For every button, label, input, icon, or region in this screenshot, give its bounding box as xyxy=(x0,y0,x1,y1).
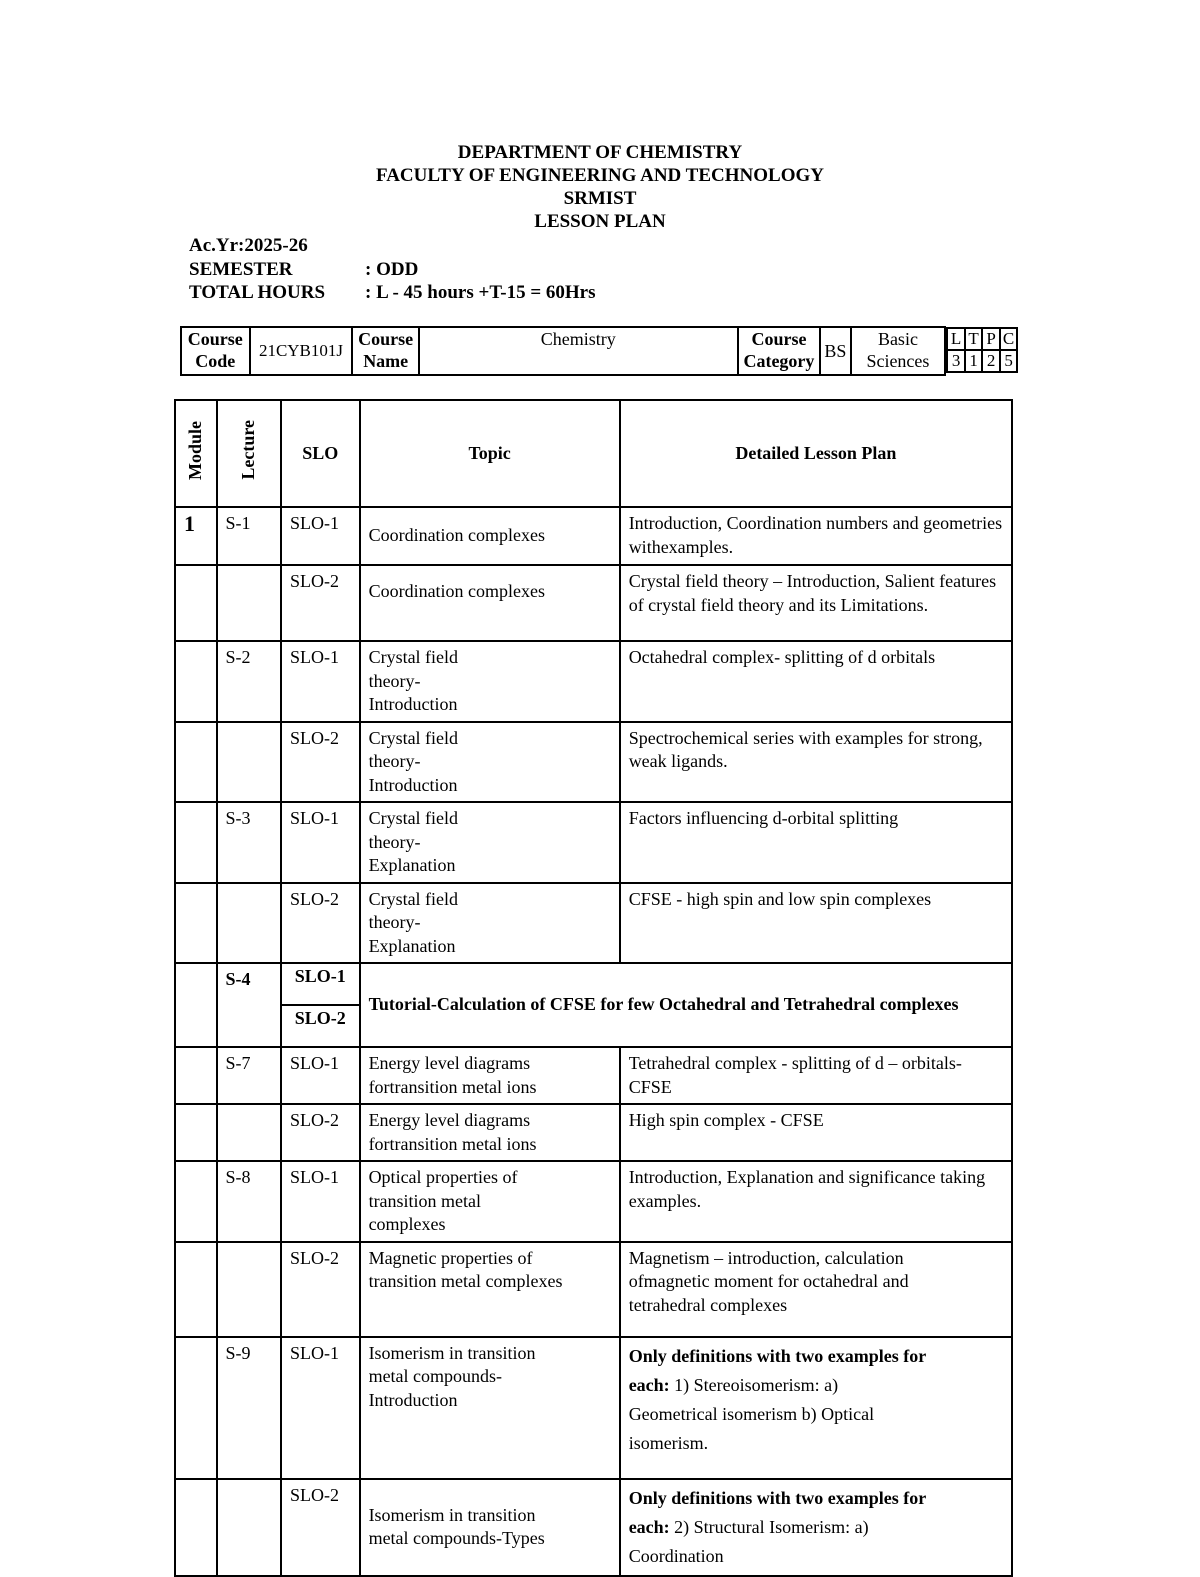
ltpc-label-p: P xyxy=(982,328,1000,350)
detail-cell: High spin complex - CFSE xyxy=(620,1104,1012,1161)
tutorial-text: Tutorial-Calculation of CFSE for few Octahedral and Tetrahedral complexes xyxy=(360,963,1012,1047)
table-row xyxy=(175,802,1012,883)
lecture-cell xyxy=(217,1104,282,1161)
module-cell xyxy=(175,641,217,722)
institution-title: SRMIST xyxy=(563,188,637,209)
topic-cell: Coordination complexes xyxy=(360,507,620,565)
detail-cell: Crystal field theory – Introduction, Salient features of crystal field theory and its Limitations. xyxy=(620,565,1012,641)
lecture-cell: S-9 xyxy=(217,1337,282,1479)
detail-text: 2) Structural Isomerism: a) Coordination xyxy=(628,1516,869,1566)
module-cell xyxy=(175,802,217,883)
slo-cell: SLO-1 xyxy=(281,1047,360,1104)
detail-cell: Tetrahedral complex - splitting of d – orbitals-CFSE xyxy=(620,1047,1012,1104)
topic-cell: Coordination complexes xyxy=(360,565,620,641)
detail-bold-text: Only definitions with two examples for each: xyxy=(628,1345,926,1395)
topic-cell: Isomerism in transition metal compounds-Types xyxy=(360,1479,620,1576)
lecture-cell xyxy=(217,883,282,964)
module-cell xyxy=(175,1337,217,1479)
academic-year: Ac.Yr:2025-26 xyxy=(189,235,308,256)
course-info-table xyxy=(180,326,1019,376)
module-header xyxy=(175,400,217,507)
module-cell xyxy=(175,1161,217,1242)
module-cell xyxy=(175,722,217,803)
lecture-header xyxy=(217,400,282,507)
slo-header: SLO xyxy=(281,400,360,507)
lesson-plan-table xyxy=(174,399,1013,1577)
course-category-label: Course Category xyxy=(738,327,821,375)
detail-cell: Introduction, Explanation and significance taking examples. xyxy=(620,1161,1012,1242)
ltpc-value-c: 5 xyxy=(1000,350,1018,372)
detail-cell: Octahedral complex- splitting of d orbitals xyxy=(620,641,1012,722)
total-hours-label: TOTAL HOURS xyxy=(189,282,326,303)
detail-cell: Spectrochemical series with examples for strong, weak ligands. xyxy=(620,722,1012,803)
detail-cell xyxy=(620,1479,1012,1576)
slo-cell: SLO-2 xyxy=(281,722,360,803)
ltpc-label-c: C xyxy=(1000,328,1018,350)
tutorial-slo-1: SLO-1 xyxy=(281,963,360,1005)
module-cell xyxy=(175,1242,217,1337)
module-cell xyxy=(175,1047,217,1104)
table-row xyxy=(175,1479,1012,1576)
course-code-label: Course Code xyxy=(181,327,250,375)
module-cell xyxy=(175,883,217,964)
ltpc-label-t: T xyxy=(965,328,983,350)
module-header-text: Module xyxy=(185,420,205,480)
semester-line xyxy=(189,258,418,281)
ltpc-value-t: 1 xyxy=(965,350,983,372)
ltpc-table xyxy=(946,327,1018,373)
detail-cell: Magnetism – introduction, calculation ofmagnetic moment for octahedral and tetrahedral complexes xyxy=(620,1242,1012,1337)
topic-cell: Isomerism in transition metal compounds-Introduction xyxy=(360,1337,620,1479)
topic-cell: Crystal field theory-Introduction xyxy=(360,722,620,803)
lecture-cell: S-7 xyxy=(217,1047,282,1104)
lesson-plan-title: LESSON PLAN xyxy=(534,211,666,232)
detail-bold-text: Only definitions with two examples for each: xyxy=(628,1487,926,1537)
ltpc-value-l: 3 xyxy=(947,350,965,372)
semester-value: : ODD xyxy=(365,259,419,280)
topic-cell: Energy level diagrams fortransition metal ions xyxy=(360,1047,620,1104)
module-cell xyxy=(175,1479,217,1576)
detail-text: 1) Stereoisomerism: a) Geometrical isomerism b) Optical isomerism. xyxy=(628,1374,875,1453)
module-cell xyxy=(175,963,217,1047)
table-row xyxy=(175,1337,1012,1479)
slo-cell: SLO-1 xyxy=(281,1337,360,1479)
detail-cell xyxy=(620,1337,1012,1479)
module-cell xyxy=(175,1104,217,1161)
detail-header: Detailed Lesson Plan xyxy=(620,400,1012,507)
slo-cell: SLO-2 xyxy=(281,1242,360,1337)
slo-cell: SLO-2 xyxy=(281,1479,360,1576)
slo-cell: SLO-1 xyxy=(281,641,360,722)
topic-cell: Crystal field theory-Introduction xyxy=(360,641,620,722)
table-row xyxy=(175,1047,1012,1104)
lecture-cell xyxy=(217,1479,282,1576)
department-title: DEPARTMENT OF CHEMISTRY xyxy=(457,142,743,163)
slo-cell: SLO-2 xyxy=(281,565,360,641)
table-row xyxy=(175,565,1012,641)
module-cell xyxy=(175,565,217,641)
topic-header: Topic xyxy=(360,400,620,507)
lecture-cell xyxy=(217,722,282,803)
lecture-cell: S-3 xyxy=(217,802,282,883)
slo-cell: SLO-1 xyxy=(281,507,360,565)
faculty-title: FACULTY OF ENGINEERING AND TECHNOLOGY xyxy=(376,165,824,186)
table-row xyxy=(175,722,1012,803)
topic-cell: Magnetic properties of transition metal complexes xyxy=(360,1242,620,1337)
slo-cell: SLO-2 xyxy=(281,883,360,964)
course-code: 21CYB101J xyxy=(250,327,353,375)
ltpc-cell xyxy=(945,327,1019,375)
ltpc-label-l: L xyxy=(947,328,965,350)
course-name-label: Course Name xyxy=(352,327,419,375)
tutorial-slo-2: SLO-2 xyxy=(281,1005,360,1047)
lecture-header-text: Lecture xyxy=(238,420,258,481)
lecture-cell: S-1 xyxy=(217,507,282,565)
total-hours-value: : L - 45 hours +T-15 = 60Hrs xyxy=(365,282,596,303)
table-row xyxy=(175,1161,1012,1242)
tutorial-row-1 xyxy=(175,963,1012,1005)
course-name: Chemistry xyxy=(419,327,738,375)
table-row xyxy=(175,641,1012,722)
module-cell: 1 xyxy=(175,507,217,565)
detail-cell: Factors influencing d-orbital splitting xyxy=(620,802,1012,883)
slo-cell: SLO-2 xyxy=(281,1104,360,1161)
lecture-cell xyxy=(217,1242,282,1337)
topic-cell: Crystal field theory-Explanation xyxy=(360,802,620,883)
lecture-cell: S-8 xyxy=(217,1161,282,1242)
topic-cell: Crystal field theory-Explanation xyxy=(360,883,620,964)
topic-cell: Energy level diagrams fortransition metal ions xyxy=(360,1104,620,1161)
ltpc-value-p: 2 xyxy=(982,350,1000,372)
slo-cell: SLO-1 xyxy=(281,1161,360,1242)
course-category-name: Basic Sciences xyxy=(851,327,946,375)
table-row xyxy=(175,1104,1012,1161)
topic-cell: Optical properties of transition metal complexes xyxy=(360,1161,620,1242)
slo-cell: SLO-1 xyxy=(281,802,360,883)
lecture-cell: S-2 xyxy=(217,641,282,722)
lecture-cell xyxy=(217,565,282,641)
table-row xyxy=(175,507,1012,565)
detail-cell: Introduction, Coordination numbers and geometries withexamples. xyxy=(620,507,1012,565)
table-row xyxy=(175,883,1012,964)
tutorial-lecture: S-4 xyxy=(217,963,282,1047)
total-hours-line xyxy=(189,281,596,304)
semester-label: SEMESTER xyxy=(189,259,293,280)
detail-cell: CFSE - high spin and low spin complexes xyxy=(620,883,1012,964)
header-row xyxy=(175,400,1012,507)
course-category-code: BS xyxy=(820,327,850,375)
table-row xyxy=(175,1242,1012,1337)
